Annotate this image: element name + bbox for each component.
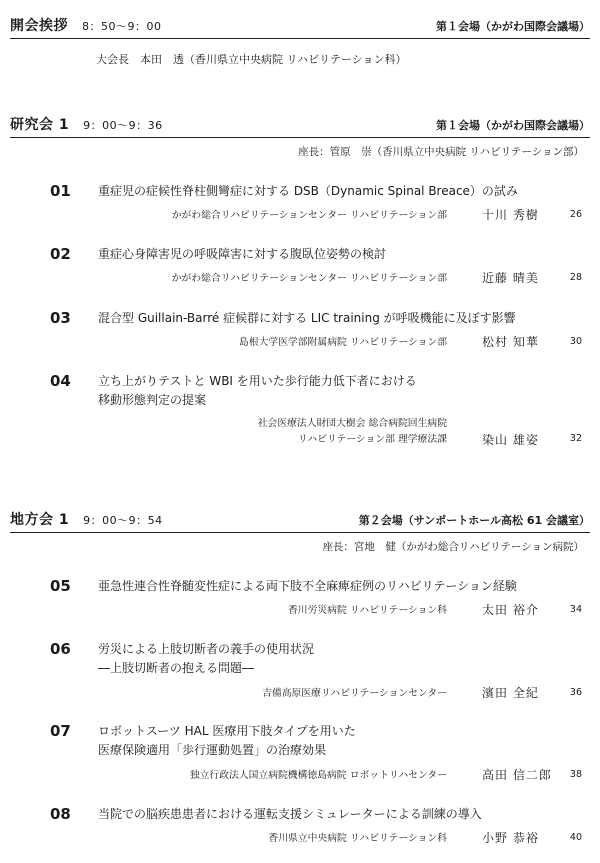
opening-section xyxy=(10,15,590,67)
talk-affiliation: 独立行政法人国立病院機構徳島病院 ロボットリハセンター xyxy=(189,770,447,781)
talk-title: 亜急性連合性脊髄変性症による両下肢不全麻痺症例のリハビリテーション経験 xyxy=(98,579,517,593)
talk-title: 重症心身障害児の呼吸障害に対する腹臥位姿勢の検討 xyxy=(98,247,387,261)
talk-number: 05 xyxy=(50,577,71,595)
section-time: 9：00～9：36 xyxy=(83,119,163,132)
talk-title: 労災による上肢切断者の義手の使用状況 ―上肢切断者の抱える問題― xyxy=(98,642,315,675)
talk-number: 03 xyxy=(50,309,71,327)
section-venue: 第１会場（かがわ国際会議場） xyxy=(436,119,590,132)
section-time: 8：50～9：00 xyxy=(82,20,162,33)
section-venue: 第２会場（サンポートホール高松 61 会議室） xyxy=(358,514,590,527)
talk-number: 01 xyxy=(50,182,71,200)
talk-author: 高田 信二郎 xyxy=(482,768,552,782)
talk-page: 26 xyxy=(569,209,582,220)
section-title: 開会挨拶 xyxy=(10,18,68,34)
talk-number: 07 xyxy=(50,722,71,740)
chair-line: 座長：管原 崇（香川県立中央病院 リハビリテーション部） xyxy=(298,146,584,158)
talk-page: 28 xyxy=(569,272,582,283)
talk-number: 02 xyxy=(50,245,71,263)
talk-affiliation: 社会医療法人財団大樹会 総合病院回生病院 xyxy=(257,418,447,429)
talk-title: 重症児の症候性脊柱側彎症に対する DSB（Dynamic Spinal Breace）の試み xyxy=(98,184,518,198)
regional-section xyxy=(10,509,590,554)
talk-page: 36 xyxy=(569,687,582,698)
section-header xyxy=(10,15,590,37)
talk-page: 34 xyxy=(569,604,582,615)
talk-number: 08 xyxy=(50,805,71,823)
section-venue: 第１会場（かがわ国際会議場） xyxy=(436,20,590,33)
chair-line: 座長：宮地 健（かがわ総合リハビリテーション病院） xyxy=(322,541,584,553)
section-rule xyxy=(10,137,590,138)
talk-affiliation: 吉備高原医療リハビリテーションセンター xyxy=(262,688,447,699)
talk-page: 32 xyxy=(569,433,582,444)
talk-affiliation: 香川県立中央病院 リハビリテーション科 xyxy=(268,833,447,844)
talk-author: 近藤 晴美 xyxy=(482,271,539,285)
talk-page: 40 xyxy=(569,832,582,843)
talk-author: 太田 裕介 xyxy=(482,603,539,617)
talk-author: 小野 恭裕 xyxy=(482,831,539,845)
talk-title: ロボットスーツ HAL 医療用下肢タイプを用いた 医療保険適用「歩行運動処置」の治療効果 xyxy=(98,724,356,757)
talk-number: 04 xyxy=(50,372,71,390)
section-time: 9：00～9：54 xyxy=(83,514,163,527)
talk-title: 当院での脳疾患患者における運転支援シミュレーターによる訓練の導入 xyxy=(98,807,482,821)
research-section xyxy=(10,114,590,159)
talk-page: 38 xyxy=(569,769,582,780)
talk-author: 染山 雄姿 xyxy=(482,433,539,447)
section-header xyxy=(10,114,590,136)
talk-affiliation: 島根大学医学部附属病院 リハビリテーション部 xyxy=(239,337,447,348)
opening-speaker: 大会長 本田 透（香川県立中央病院 リハビリテーション科） xyxy=(96,53,407,66)
talk-number: 06 xyxy=(50,640,71,658)
section-rule xyxy=(10,38,590,39)
section-title: 研究会 1 xyxy=(10,117,70,133)
talk-author: 濱田 全紀 xyxy=(482,686,539,700)
talk-title: 立ち上がりテストと WBI を用いた歩行能力低下者における 移動形態判定の提案 xyxy=(98,374,417,407)
talk-author: 松村 知華 xyxy=(482,335,539,349)
talk-page: 30 xyxy=(569,336,582,347)
talk-affiliation: かがわ総合リハビリテーションセンター リハビリテーション部 xyxy=(171,273,447,284)
talk-affiliation: かがわ総合リハビリテーションセンター リハビリテーション部 xyxy=(171,210,447,221)
section-rule xyxy=(10,532,590,533)
talk-author: 十川 秀樹 xyxy=(482,208,539,222)
talk-affiliation-2: リハビリテーション部 理学療法課 xyxy=(297,434,447,445)
section-header xyxy=(10,509,590,531)
talk-title: 混合型 Guillain-Barré 症候群に対する LIC training が呼吸機能に及ぼす影響 xyxy=(98,311,516,325)
section-title: 地方会 1 xyxy=(10,512,70,528)
talk-affiliation: 香川労災病院 リハビリテーション科 xyxy=(288,605,447,616)
